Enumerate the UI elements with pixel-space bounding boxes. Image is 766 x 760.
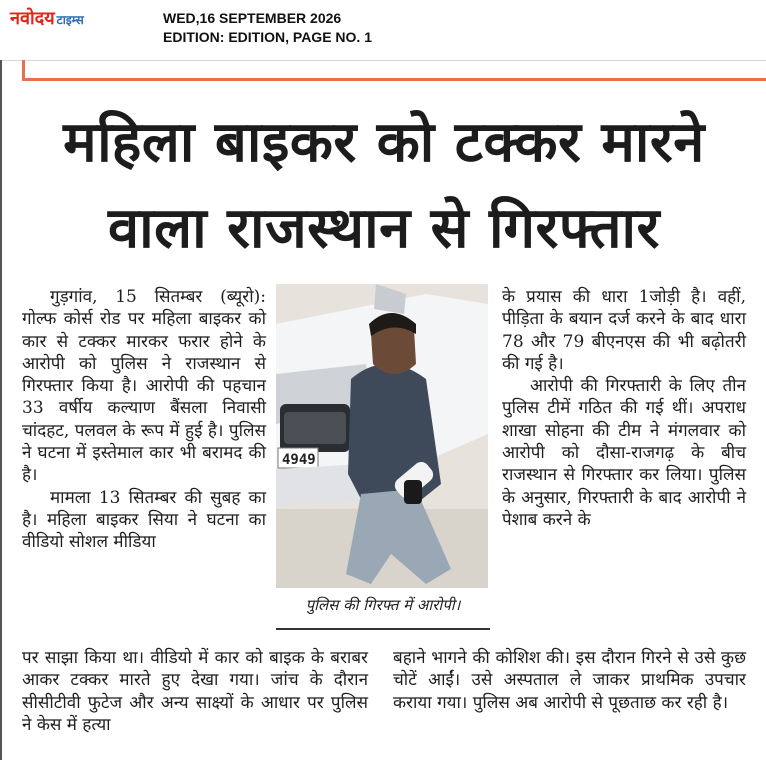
edition-info: [163, 9, 372, 47]
logo-main: नवोदय: [10, 8, 55, 29]
paragraph-incident: मामला 13 सितम्बर की सुबह का है। महिला बाइकर सिया ने घटना का वीडियो सोशल मीडिया: [22, 487, 266, 553]
paragraph-charges: के प्रयास की धारा 1जोड़ी है। वहीं, पीड़िता के बयान दर्ज करने के बाद धारा 78 और 79 बीएनएस की भी बढ़ोतरी की गई है।: [502, 287, 746, 374]
accused-photo: [276, 284, 488, 588]
headline-line-2: वाला राजस्थान से गिरफ्तार: [108, 196, 660, 261]
date-line: WED,16 SEPTEMBER 2026: [163, 10, 342, 26]
headline-line-1: महिला बाइकर को टक्कर मारने: [63, 110, 705, 175]
article-bottom-left: [22, 647, 368, 736]
accused-photo-image: [276, 284, 488, 588]
caption-rule: [276, 628, 490, 630]
edition-line: EDITION: EDITION, PAGE NO. 1: [163, 29, 372, 45]
paragraph-arrest: आरोपी की गिरफ्तारी के लिए तीन पुलिस टीमें गठित की गई थीं। अपराध शाखा सोहना की टीम ने मंगलवार को आरोपी को दौसा-राजगढ़ के बीच राजस्थान से गिरफ्तार कर लिया। पुलिस के अनुसार, गिरफ्तारी के बाद आरोपी ने पेशाब करने के: [502, 376, 746, 530]
newspaper-logo: [10, 9, 84, 30]
paragraph-video: पर साझा किया था। वीडियो में कार को बाइक के बराबर आकर टक्कर मारते हुए देखा गया। जांच के दौरान सीसीटीवी फुटेज और अन्य साक्ष्यों के आधार पर पुलिस ने केस में हत्या: [22, 648, 368, 735]
article-column-1: [22, 286, 266, 554]
logo-sub: टाइम्स: [56, 13, 84, 27]
article-column-3: [502, 286, 746, 531]
clipping-border: [0, 60, 2, 760]
section-bracket: [22, 60, 766, 81]
paragraph-escape: बहाने भागने की कोशिश की। इस दौरान गिरने से उसे कुछ चोटें आईं। उसे अस्पताल ले जाकर प्राथमिक उपचार कराया गया। पुलिस अब आरोपी से पूछताछ कर रही है।: [393, 648, 746, 713]
masthead: [0, 0, 766, 61]
article-bottom-right: [393, 647, 746, 714]
number-plate-text: 4949: [282, 452, 316, 468]
headline: [14, 100, 754, 272]
photo-caption: पुलिस की गिरफ्त में आरोपी।: [305, 596, 461, 614]
paragraph-dateline: गुड़गांव, 15 सितम्बर (ब्यूरो): गोल्फ कोर्स रोड पर महिला बाइकर को कार से टक्कर मारकर फरार होने के आरोपी को पुलिस ने राजस्थान से गिरफ्तार किया है। आरोपी की पहचान 33 वर्षीय कल्याण बैंसला निवासी चांदहट, पलवल के रूप में हुई है। पुलिस ने घटना में इस्तेमाल कार भी बरामद की है।: [22, 287, 266, 486]
